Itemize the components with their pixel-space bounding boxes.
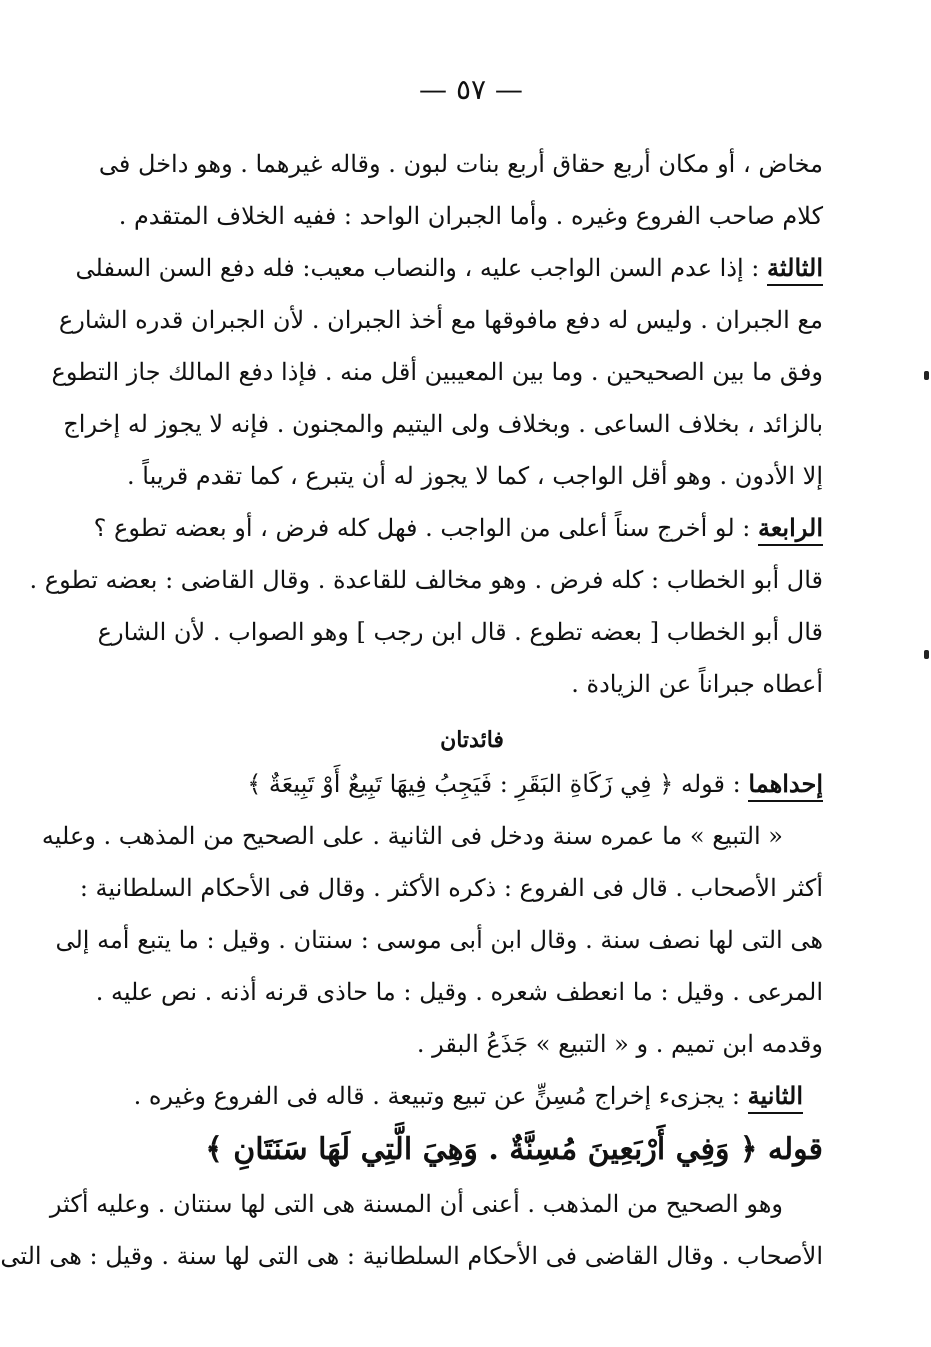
- line-text: بالزائد ، بخلاف الساعى . وبخلاف ولى اليتيم والمجنون . فإنه لا يجوز له إخراج: [63, 410, 823, 438]
- section-label-first: إحداهما: [748, 769, 823, 802]
- line-text: أعطاه جبراناً عن الزيادة .: [571, 670, 823, 698]
- text-line: [41, 810, 823, 862]
- text-line: [121, 658, 823, 710]
- line-text: : إذا عدم السن الواجب عليه ، والنصاب معيب: فله دفع السن السفلى: [75, 254, 760, 282]
- heading-text: فائدتان: [440, 727, 504, 753]
- line-text: وهو الصحيح من المذهب . أعنى أن المسنة هى التى لها سنتان . وعليه أكثر: [49, 1190, 783, 1218]
- text-line: [63, 398, 823, 450]
- quran-quote: : قوله ﴿ فِي زَكَاةِ البَقَرِ : فَيَجِبُ فِيهَا تَبِيعٌ أَوْ تَبِيعَةٌ ﴾: [247, 770, 741, 798]
- section-label-second: الثانية: [748, 1081, 803, 1114]
- text-line: [79, 862, 823, 914]
- page-number: — ٥٧ —: [419, 73, 523, 106]
- line-text: المرعى . وقيل : ما انعطف شعره . وقيل : ما حاذى قرنه أذنه . نص عليه .: [95, 978, 823, 1006]
- line-text: كلام صاحب الفروع وغيره . وأما الجبران الواحد : ففيه الخلاف المتقدم .: [118, 202, 823, 230]
- text-line: [29, 554, 823, 606]
- text-line: [118, 190, 823, 242]
- margin-mark: [924, 650, 929, 659]
- line-text: وفق ما بين الصحيحين . وما بين المعيبين أقل منه . فإذا دفع المالك جاز التطوع: [51, 358, 823, 386]
- text-line: [121, 450, 823, 502]
- text-line: [49, 1178, 823, 1230]
- paragraph-second: [121, 1070, 823, 1122]
- margin-mark: [924, 371, 929, 380]
- line-text: أكثر الأصحاب . قال فى الفروع : ذكره الأكثر . وقال فى الأحكام السلطانية :: [79, 874, 823, 902]
- text-line: [121, 1018, 823, 1070]
- section-label-third: الثالثة: [767, 253, 823, 286]
- line-text: هى التى لها نصف سنة . وقال ابن أبى موسى : سنتان . وقيل : ما يتبع أمه إلى: [55, 926, 823, 954]
- line-text: إلا الأدون . وهو أقل الواجب ، كما لا يجوز له أن يتبرع ، كما تقدم قريباً .: [127, 462, 823, 490]
- paragraph-fourth: [93, 502, 823, 554]
- text-line: [97, 606, 823, 658]
- text-line: [95, 966, 823, 1018]
- quran-quote-line: [121, 1122, 823, 1178]
- line-text: : لو أخرج سناً أعلى من الواجب . فهل كله فرض ، أو بعضه تطوع ؟: [93, 514, 751, 542]
- line-text: « التبيع » ما عمره سنة ودخل فى الثانية . على الصحيح من المذهب . وعليه: [41, 822, 783, 850]
- line-text: وقدمه ابن تميم . و « التبيع » جَذَعُ البقر .: [416, 1030, 823, 1058]
- text-line: [98, 138, 823, 190]
- paragraph-third: [75, 242, 823, 294]
- section-heading: [121, 710, 823, 758]
- line-text: قال أبو الخطاب : كله فرض . وهو مخالف للقاعدة . وقال القاضى : بعضه تطوع .: [29, 566, 823, 594]
- line-text: قال أبو الخطاب [ بعضه تطوع . قال ابن رجب ] وهو الصواب . لأن الشارع: [97, 618, 823, 646]
- text-line: [55, 914, 823, 966]
- line-text: الأصحاب . وقال القاضى فى الأحكام السلطانية : هى التى لها سنة . وقيل : هى التى: [0, 1242, 823, 1270]
- line-text: مع الجبران . وليس له دفع مافوقها مع أخذ الجبران . لأن الجبران قدره الشارع: [58, 306, 823, 334]
- paragraph-first: [121, 758, 823, 810]
- line-text: : يجزىء إخراج مُسِنٍّ عن تبيع وتبيعة . قاله فى الفروع وغيره .: [133, 1082, 741, 1110]
- text-line: [58, 294, 823, 346]
- text-line: [0, 1230, 823, 1282]
- text-line: [51, 346, 823, 398]
- line-text: مخاض ، أو مكان أربع حقاق أربع بنات لبون . وقاله غيرهما . وهو داخل فى: [98, 150, 823, 178]
- body-text: [0, 138, 823, 1282]
- quran-quote: قوله ﴿ وَفِي أَرْبَعِينَ مُسِنَّةٌ . وَهِيَ الَّتِي لَهَا سَنَتَانِ ﴾: [205, 1132, 823, 1167]
- section-label-fourth: الرابعة: [758, 513, 823, 546]
